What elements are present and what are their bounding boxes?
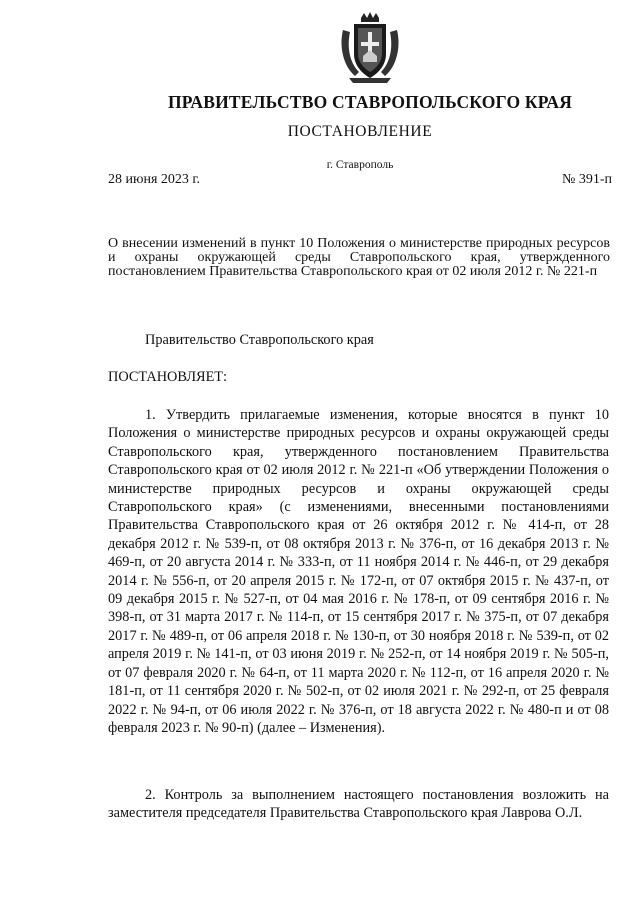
organization-title: ПРАВИТЕЛЬСТВО СТАВРОПОЛЬСКОГО КРАЯ: [167, 92, 573, 112]
decree-item-1-text: 1. Утвердить прилагаемые изменения, которые вносятся в пункт 10 Положения о министерстве природных ресурсов и охраны окружающей среды Ставропольского края, утвержденного постановлением Правительства Ставропольского края от 02 июля 2012 г. № 221-п «Об утверждении Положения о министерстве природных ресурсов и охраны окружающей среды Ставропольского края» (с изменениями, внесенными постановлениями Правительства Ставропольского края от 26 октября 2012 г. № 414-п, от 28 декабря 2012 г. № 539-п, от 08 октября 2013 г. № 376-п, от 16 декабря 2013 г. № 469-п, от 20 августа 2014 г. № 333-п, от 11 ноября 2014 г. № 446-п, от 29 декабря 2014 г. № 556-п, от 20 апреля 2015 г. № 172-п, от 07 октября 2015 г. № 437-п, от 09 декабря 2015 г. № 527-п, от 04 мая 2016 г. № 178-п, от 09 сентября 2016 г. № 398-п, от 31 марта 2017 г. № 114-п, от 15 сентября 2017 г. № 375-п, от 07 декабря 2017 г. № 489-п, от 06 апреля 2018 г. № 130-п, от 30 ноября 2018 г. № 539-п, от 02 апреля 2019 г. № 141-п, от 03 июня 2019 г. № 252-п, от 14 ноября 2019 г. № 505-п, от 07 февраля 2020 г. № 64-п, от 11 марта 2020 г. № 112-п, от 16 апреля 2020 г. № 181-п, от 11 сентября 2020 г. № 502-п, от 02 июля 2021 г. № 292-п, от 25 февраля 2022 г. № 94-п, от 06 июля 2022 г. № 376-п, от 18 августа 2022 г. № 480-п и от 08 февраля 2023 г. № 90-п) (далее – Изменения).: [108, 407, 609, 736]
document-subject: О внесении изменений в пункт 10 Положения о министерстве природных ресурсов и охраны окружающей среды Ставропольского края, утвержденного постановлением Правительства Ставропольского края от 02 июля 2012 г. № 221-п: [108, 236, 610, 279]
decree-item-2: [108, 786, 609, 823]
decree-item-2-text: 2. Контроль за выполнением настоящего постановления возложить на заместителя председателя Правительства Ставропольского края Лаврова О.Л.: [108, 787, 609, 822]
issue-date: 28 июня 2023 г.: [108, 172, 201, 187]
issue-place: г. Ставрополь: [326, 159, 394, 171]
document-number: № 391-п: [561, 172, 612, 187]
document-type: ПОСТАНОВЛЕНИЕ: [287, 123, 433, 140]
decree-word: ПОСТАНОВЛЯЕТ:: [108, 369, 228, 385]
decree-item-1: [108, 406, 609, 737]
government-line: Правительство Ставропольского края: [145, 332, 374, 348]
stavropol-coat-of-arms-icon: [337, 12, 403, 84]
